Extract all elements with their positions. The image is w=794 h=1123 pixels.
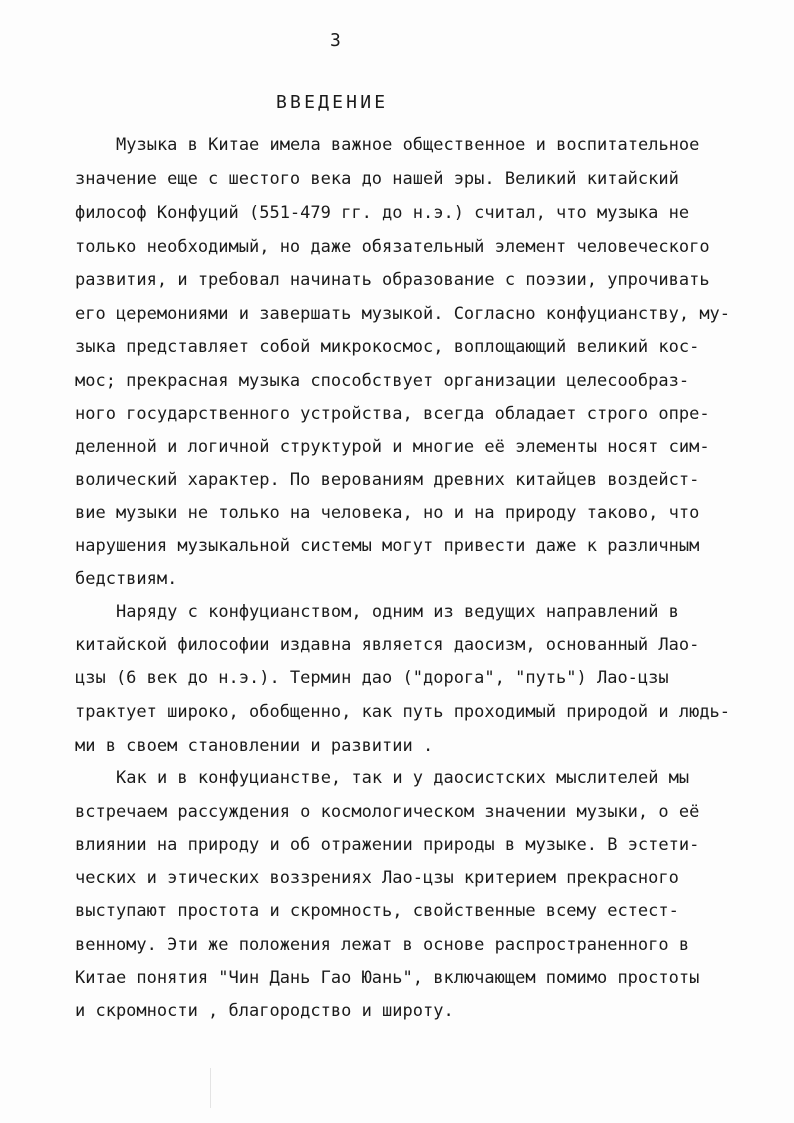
text-line: Наряду с конфуцианством, одним из ведущих направлений в [116,602,679,622]
text-line: трактует широко, обобщенно, как путь проходимый природой и людь- [75,702,731,722]
text-line: развития, и требовал начинать образование с поэзии, упрочивать [75,270,710,290]
text-line: ного государственного устройства, всегда обладает строго опре- [75,404,710,424]
text-line: ческих и этических воззрениях Лао-цзы критерием прекрасного [75,868,679,888]
text-line: значение еще с шестого века до нашей эры. Великий китайский [75,169,679,189]
text-line: философ Конфуций (551-479 гг. до н.э.) считал, что музыка не [75,203,690,223]
scan-artifact-line [210,1068,211,1108]
text-line: выступают простота и скромность, свойственные всему естест- [75,901,679,921]
text-line: его церемониями и завершать музыкой. Согласно конфуцианству, му- [75,304,731,324]
text-line: бедствиям. [75,569,178,589]
text-line: зыка представляет собой микрокосмос, воплощающий великий кос- [75,337,700,357]
text-line: встречаем рассуждения о космологическом значении музыки, о её [75,802,700,822]
text-line: только необходимый, но даже обязательный элемент человеческого [75,237,710,257]
text-line: нарушения музыкальной системы могут привести даже к различным [75,536,700,556]
text-line: китайской философии издавна является даосизм, основанный Лао- [75,635,700,655]
text-line: Китае понятия "Чин Дань Гао Юань", включающем помимо простоты [75,968,700,988]
page-number: 3 [330,30,341,51]
text-line: и скромности , благородство и широту. [75,1001,454,1021]
text-line: венному. Эти же положения лежат в основе распространенного в [75,935,690,955]
text-line: Как и в конфуцианстве, так и у даосистских мыслителей мы [116,768,690,788]
text-line: волический характер. По верованиям древних китайцев воздейст- [75,470,700,490]
text-line: цзы (6 век до н.э.). Термин дао ("дорога", "путь") Лао-цзы [75,668,669,688]
text-line: Музыка в Китае имела важное общественное и воспитательное [116,135,700,155]
section-heading: ВВЕДЕНИЕ [276,92,389,113]
text-line: вие музыки не только на человека, но и на природу таково, что [75,503,700,523]
text-line: мос; прекрасная музыка способствует организации целесообраз- [75,371,690,391]
text-line: деленной и логичной структурой и многие её элементы носят сим- [75,437,710,457]
text-line: влиянии на природу и об отражении природы в музыке. В эстети- [75,835,700,855]
text-line: ми в своем становлении и развитии . [75,736,434,756]
